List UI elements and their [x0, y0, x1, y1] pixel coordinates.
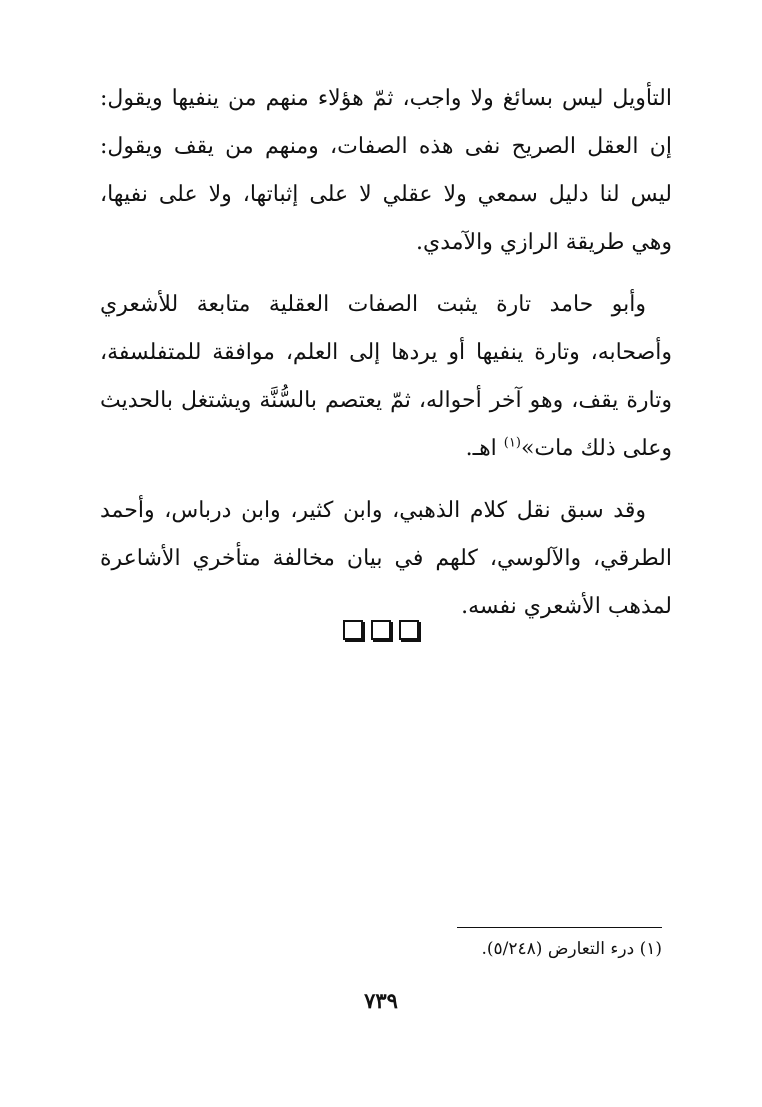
paragraph-3-text: وقد سبق نقل كلام الذهبي، وابن كثير، وابن درباس، وأحمد الطرقي، والآلوسي، كلهم في بيان مخالفة متأخري الأشاعرة لمذهب الأشعري نفسه. [100, 498, 672, 619]
paragraph-2-text: وأبو حامد تارة يثبت الصفات العقلية متابعة للأشعري وأصحابه، وتارة ينفيها أو يردها إلى العلم، موافقة للمتفلسفة، وتارة يقف، وهو آخر أحواله، ثمّ يعتصم بالسُّنَّة ويشتغل بالحديث وعلى ذلك مات» [100, 292, 672, 461]
square-ornament-icon [343, 620, 363, 640]
footnote-divider [457, 927, 662, 928]
main-text [100, 75, 672, 645]
footnote [262, 936, 662, 962]
square-ornament-icon [371, 620, 391, 640]
square-ornament-icon [399, 620, 419, 640]
footnote-text: درء التعارض (٥/٢٤٨). [481, 939, 640, 959]
paragraph-2-suffix: اهـ. [465, 436, 504, 461]
paragraph-1 [100, 75, 672, 267]
paragraph-2 [100, 281, 672, 473]
section-separator [0, 620, 762, 640]
page-number: ٧٣٩ [364, 988, 398, 1013]
footnote-number: (١) [639, 939, 662, 959]
footnote-reference[interactable]: (١) [503, 435, 521, 451]
paragraph-1-text: التأويل ليس بسائغ ولا واجب، ثمّ هؤلاء منهم من ينفيها ويقول: إن العقل الصريح نفى هذه الصفات، ومنهم من يقف ويقول: ليس لنا دليل سمعي ولا عقلي لا على إثباتها، ولا على نفيها، وهي طريقة الرازي والآمدي. [100, 86, 672, 255]
paragraph-3 [100, 487, 672, 631]
